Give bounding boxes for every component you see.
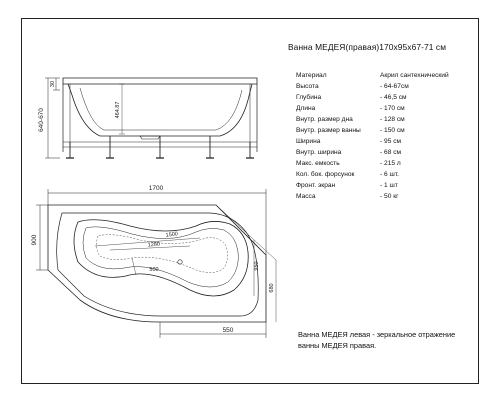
spec-name: Внутр. размер дна [296, 116, 353, 123]
spec-row [296, 105, 476, 115]
spec-row [296, 149, 476, 159]
drawing-title: Ванна МЕДЕЯ(правая)170x95x67-71 см [288, 42, 447, 52]
spec-value: - 150 см [380, 127, 405, 134]
side-view-inner [80, 88, 242, 130]
dim-inner-length: 1500 [165, 231, 179, 239]
spec-value: - 1 шт [380, 182, 398, 189]
note-line-2: ванны МЕДЕЯ правая. [298, 341, 377, 350]
side-view-body [68, 84, 252, 136]
dim-depth: 464.87 [115, 101, 121, 119]
spec-value: - 68 см [380, 149, 402, 156]
dim-inner-width: 500 [149, 267, 159, 273]
spec-value: - 50 кг [380, 193, 399, 200]
spec-row [296, 138, 476, 148]
top-view [36, 189, 276, 338]
spec-name: Ширина [296, 138, 321, 145]
spec-name: Высота [296, 83, 319, 90]
spec-name: Макс. емкость [296, 160, 340, 167]
spec-value: - 215 л [380, 160, 401, 167]
spec-name: Материал [296, 72, 327, 79]
top-view-outline [48, 205, 266, 322]
spec-row [296, 116, 476, 126]
dim-rim: 30 [50, 80, 56, 88]
dim-bottom-length: 1280 [147, 241, 161, 249]
side-view [45, 78, 257, 158]
dim-right-short: 680 [269, 283, 275, 293]
spec-value: - 128 см [380, 116, 405, 123]
spec-row [296, 193, 476, 203]
spec-value: Акрил сантехнический [380, 72, 449, 79]
spec-value: - 95 см [380, 138, 402, 145]
top-view-basin [74, 220, 248, 296]
spec-name: Кол. бок. форсунок [296, 171, 355, 178]
spec-name: Длина [296, 105, 316, 112]
spec-name: Фронт. экран [296, 182, 336, 189]
side-view-drain [140, 136, 160, 139]
top-view-basin-inner [83, 227, 238, 287]
dim-total-height: 640-670 [38, 108, 45, 132]
dim-bottom-offset: 550 [222, 327, 234, 334]
spec-row [296, 182, 476, 192]
spec-row [296, 94, 476, 104]
spec-name: Глубина [296, 94, 322, 101]
spec-row [296, 160, 476, 170]
spec-name: Внутр. размер ванны [296, 127, 361, 134]
top-view-bottom [96, 235, 227, 273]
note-line-1: Ванна МЕДЕЯ левая - зеркальное отражение [298, 330, 456, 339]
spec-value: - 6 шт. [380, 171, 399, 178]
dim-right-height: 950 [254, 261, 260, 271]
dim-top-width: 900 [31, 234, 38, 246]
spec-value: - 46,5 см [380, 94, 407, 101]
spec-row [296, 127, 476, 137]
spec-name: Масса [296, 193, 316, 200]
spec-name: Внутр. ширина [296, 149, 342, 156]
spec-row [296, 72, 476, 82]
side-view-rim [63, 78, 257, 84]
top-view-inner-rim [57, 213, 259, 316]
spec-row [296, 83, 476, 93]
spec-value: - 170 см [380, 105, 405, 112]
spec-value: - 64-67см [380, 83, 409, 90]
spec-row [296, 171, 476, 181]
dim-top-length: 1700 [148, 185, 164, 192]
dim-bottom-offset-line [160, 322, 266, 338]
